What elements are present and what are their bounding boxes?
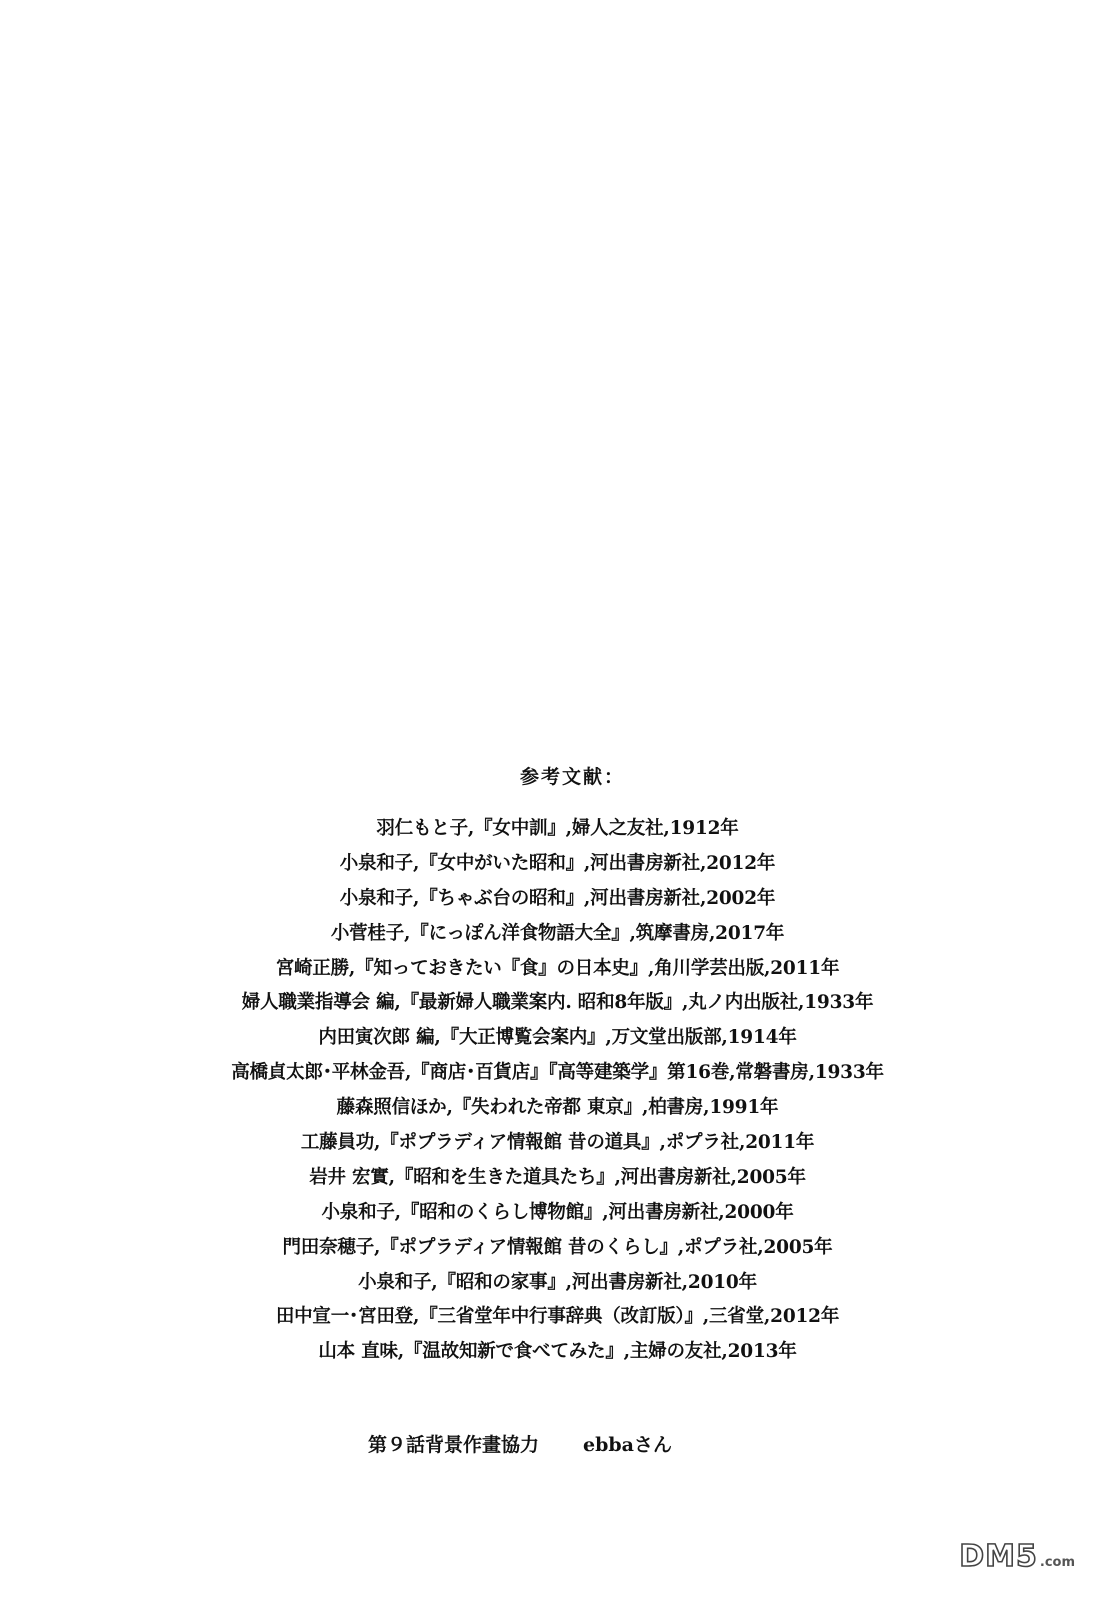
reference-item: 門田奈穂子,『ポプラディア情報館 昔のくらし』,ポプラ社,2005年 — [282, 1236, 833, 1258]
reference-item: 高橋貞太郎･平林金吾,『商店･百貨店』『高等建築学』第16巻,常磐書房,1933年 — [231, 1062, 884, 1084]
reference-item: 婦人職業指導会 編,『最新婦人職業案内. 昭和8年版』,丸ノ内出版社,1933年 — [241, 992, 874, 1014]
reference-item: 宮崎正勝,『知っておきたい『食』の日本史』,角川学芸出版,2011年 — [275, 957, 840, 979]
reference-item: 小泉和子,『ちゃぶ台の昭和』,河出書房新社,2002年 — [339, 887, 776, 909]
reference-item: 内田寅次郎 編,『大正博覧会案内』,万文堂出版部,1914年 — [318, 1027, 797, 1049]
reference-item: 山本 直味,『温故知新で食べてみた』,主婦の友社,2013年 — [318, 1341, 797, 1363]
reference-item: 岩井 宏實,『昭和を生きた道具たち』,河出書房新社,2005年 — [309, 1166, 806, 1188]
reference-item: 藤森照信ほか,『失われた帝都 東京』,柏書房,1991年 — [336, 1097, 779, 1119]
reference-item: 工藤員功,『ポプラディア情報館 昔の道具』,ポプラ社,2011年 — [300, 1132, 815, 1154]
watermark-suffix: .com — [1039, 1555, 1075, 1570]
references-list — [0, 812, 1115, 1370]
reference-item: 小泉和子,『女中がいた昭和』,河出書房新社,2012年 — [339, 852, 776, 874]
credit-label: 第９話背景作畫協力 — [368, 1434, 540, 1456]
background-credit — [368, 1430, 672, 1457]
site-watermark — [959, 1539, 1075, 1574]
reference-item: 羽仁もと子,『女中訓』,婦人之友社,1912年 — [376, 818, 739, 839]
reference-item: 小泉和子,『昭和のくらし博物館』,河出書房新社,2000年 — [321, 1201, 794, 1223]
references-heading: 参考文献： — [519, 766, 625, 788]
reference-item: 小菅桂子,『にっぽん洋食物語大全』,筑摩書房,2017年 — [330, 922, 785, 944]
watermark-logo: DM5 — [959, 1539, 1038, 1574]
credit-name: ebbaさん — [583, 1434, 672, 1456]
reference-item: 小泉和子,『昭和の家事』,河出書房新社,2010年 — [358, 1271, 757, 1293]
reference-item: 田中宣一･宮田登,『三省堂年中行事辞典（改訂版）』,三省堂,2012年 — [275, 1306, 840, 1328]
